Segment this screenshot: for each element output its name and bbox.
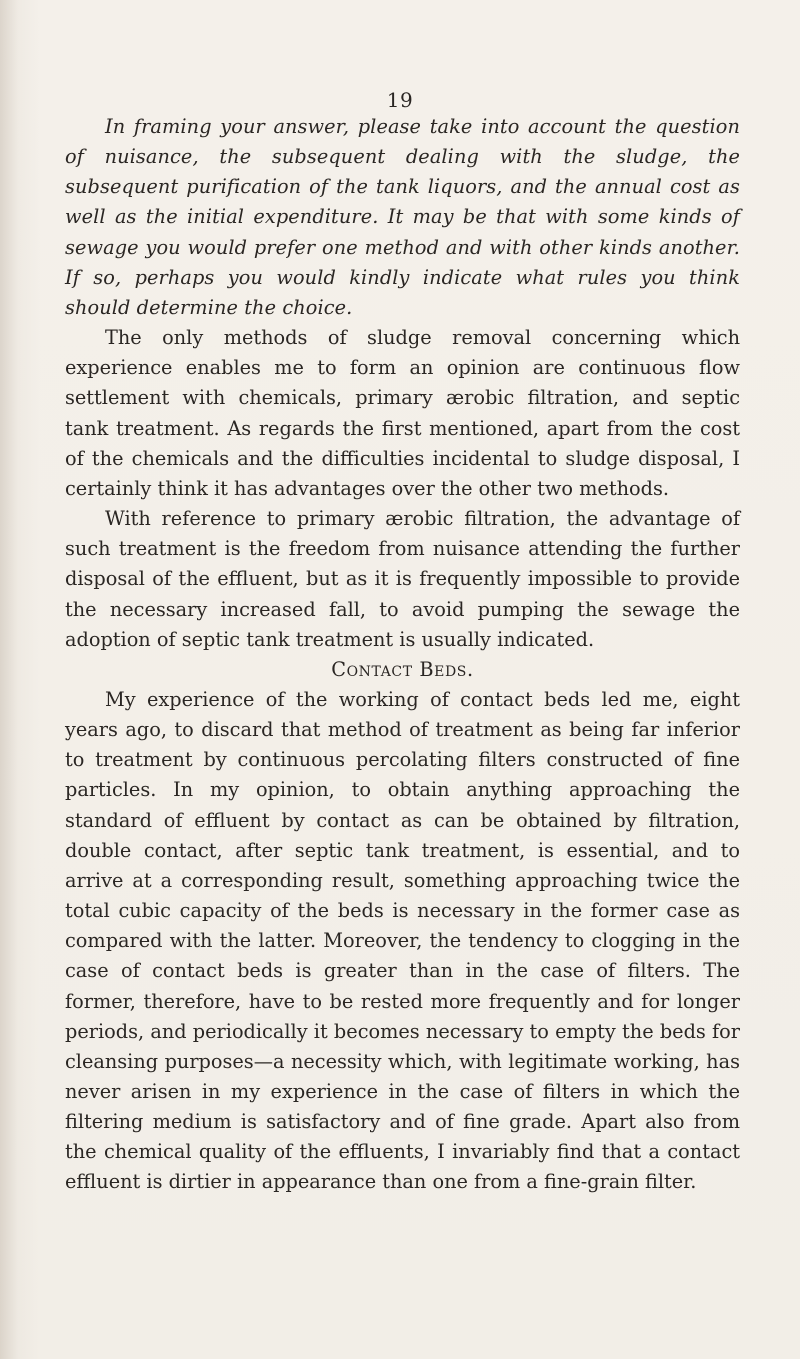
paragraph-aerobic-filtration: With reference to primary ærobic filtration, the advantage of such treatment is the freedom from nuisance attending the further disposal of the effluent, but as it is frequently impossible to provide the necessary increased fall, to avoid pumping the sewage the adoption of septic tank treatment is usually indicated. xyxy=(65,507,740,651)
question-paragraph: In framing your answer, please take into account the question of nuisance, the subsequent dealing with the sludge, the subsequent purification of the tank liquors, and the annual cost as well as the initial expenditure. It may be that with some kinds of sewage you would prefer one method and with other kinds another. If so, perhaps you would kindly indicate what rules you think should determine the choice. xyxy=(65,115,740,319)
paragraph-contact-beds: My experience of the working of contact beds led me, eight years ago, to discard that method of treatment as being far inferior to treatment by continuous percolating filters constructed of fine particles. In my opinion, to obtain anything approaching the standard of effluent by contact as can be obtained by filtration, double contact, after septic tank treatment, is essential, and to arrive at a corresponding result, something approaching twice the total cubic capacity of the beds is necessary in the former case as compared with the latter. Moreover, the tendency to clogging in the case of contact beds is greater than in the case of filters. The former, therefore, have to be rested more frequently and for longer periods, and periodically it becomes necessary to empty the beds for cleansing purposes—a necessity which, with legitimate working, has never arisen in my experience in the case of filters in which the filtering medium is satisfactory and of fine grade. Apart also from the chemical quality of the effluents, I invariably find that a contact effluent is dirtier in appearance than one from a fine-grain filter. xyxy=(65,687,740,1194)
page-number: 19 xyxy=(386,88,414,112)
paragraph-sludge-methods: The only methods of sludge removal concerning which experience enables me to form an opinion are continuous flow settlement with chemicals, primary ærobic filtration, and septic tank treatment. As regards the first mentioned, apart from the cost of the chemicals and the difficulties incidental to sludge disposal, I certainly think it has advantages over the other two methods. xyxy=(65,326,740,500)
section-heading: Contact Beds. xyxy=(331,657,474,681)
body-text xyxy=(65,112,740,1198)
